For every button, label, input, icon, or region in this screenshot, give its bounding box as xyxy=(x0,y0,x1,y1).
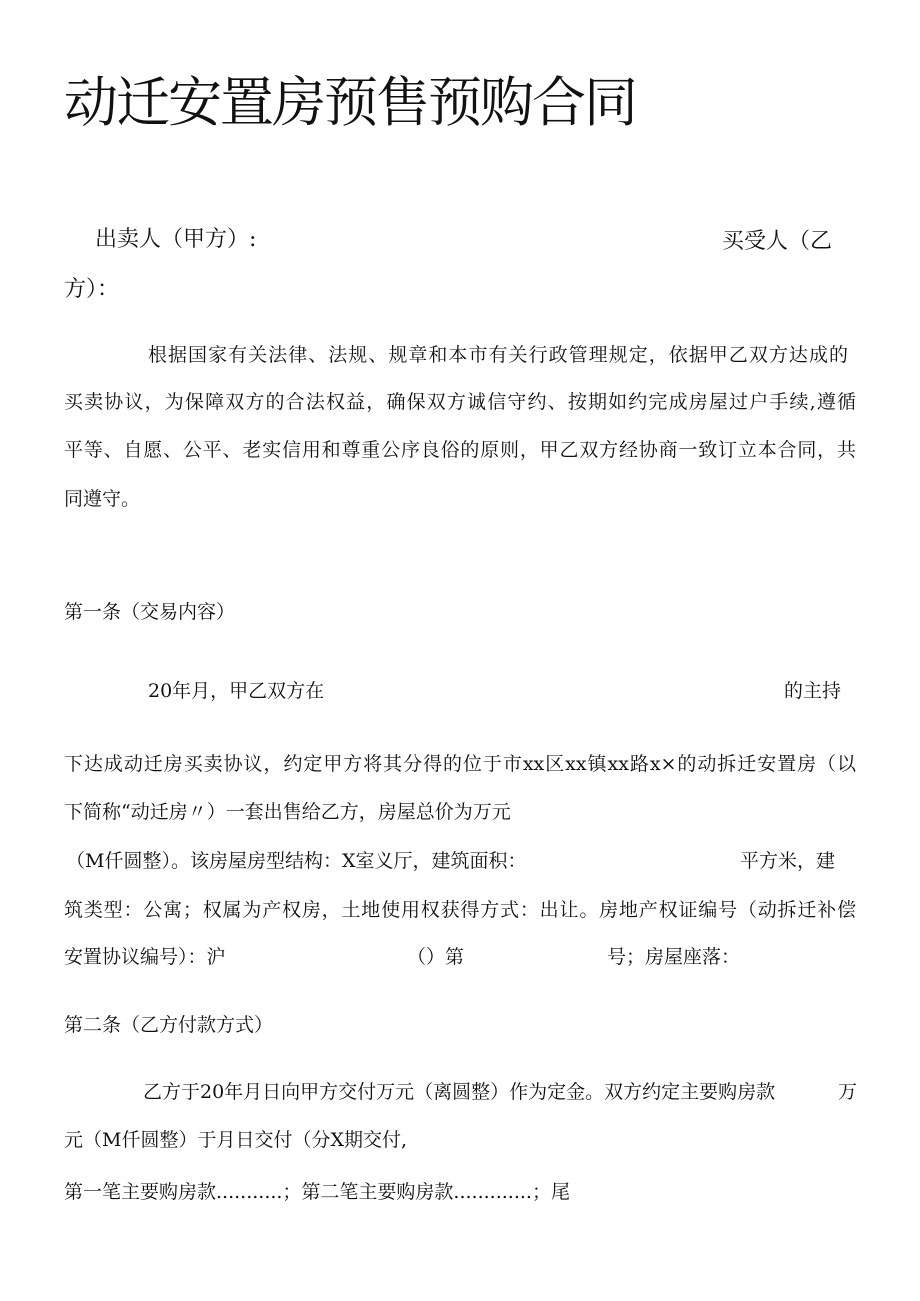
article-2-line-1-right: 万 xyxy=(838,1081,858,1103)
article-2-line-2: 元（M仟圆整）于月日交付（分X期交付, xyxy=(64,1129,408,1151)
article-1-line-5: 筑类型：公寓；权属为产权房，土地使用权获得方式：出让。房地产权证编号（动拆迁补偿 xyxy=(64,899,856,921)
article-1-line-2: 下达成动迁房买卖协议，约定甲方将其分得的位于市xx区xx镇xx路x×的动拆迁安置房（以 xyxy=(64,753,856,775)
article-1-line-6-c: 号；房屋座落： xyxy=(607,946,741,968)
article-1-line-4-right: 平方米，建 xyxy=(740,850,836,872)
buyer-label-part1: 买受人（乙 xyxy=(722,229,833,254)
article-1-line-6-a: 安置协议编号）：沪 xyxy=(64,946,226,968)
preamble-line-3: 平等、自愿、公平、老实信用和尊重公序良俗的原则，甲乙双方经协商一致订立本合同，共 xyxy=(64,439,856,461)
article-1-line-6-b: （）第 xyxy=(407,946,465,968)
article-2-line-1-left: 乙方于20年月日向甲方交付万元（离圆整）作为定金。双方约定主要购房款 xyxy=(143,1081,776,1103)
buyer-label-part2: 方）： xyxy=(64,277,120,302)
article-1-line-4-left: （M仟圆整）。该房屋房型结构：X室义厅，建筑面积： xyxy=(66,850,527,872)
seller-label: 出卖人（甲方）: xyxy=(95,227,257,252)
article-2-heading: 第二条（乙方付款方式） xyxy=(64,1014,274,1036)
article-1-heading: 第一条（交易内容） xyxy=(64,601,236,623)
article-2-line-3: 第一笔主要购房款...........；第二笔主要购房款.............；尾 xyxy=(64,1181,570,1203)
article-1-line-3: 下简称“动迁房〃）一套出售给乙方，房屋总价为万元 xyxy=(64,801,511,823)
article-1-line-1-left: 20年月，甲乙双方在 xyxy=(148,680,325,702)
document-title: 动迁安置房预售预购合同 xyxy=(64,71,636,134)
preamble-line-2: 买卖协议，为保障双方的合法权益，确保双方诚信守约、按期如约完成房屋过户手续,遵循 xyxy=(64,391,856,413)
preamble-line-1: 根据国家有关法律、法规、规章和本市有关行政管理规定，依据甲乙双方达成的 xyxy=(148,344,848,366)
article-1-line-1-right: 的主持 xyxy=(784,680,842,702)
preamble-line-4: 同遵守。 xyxy=(64,488,141,510)
